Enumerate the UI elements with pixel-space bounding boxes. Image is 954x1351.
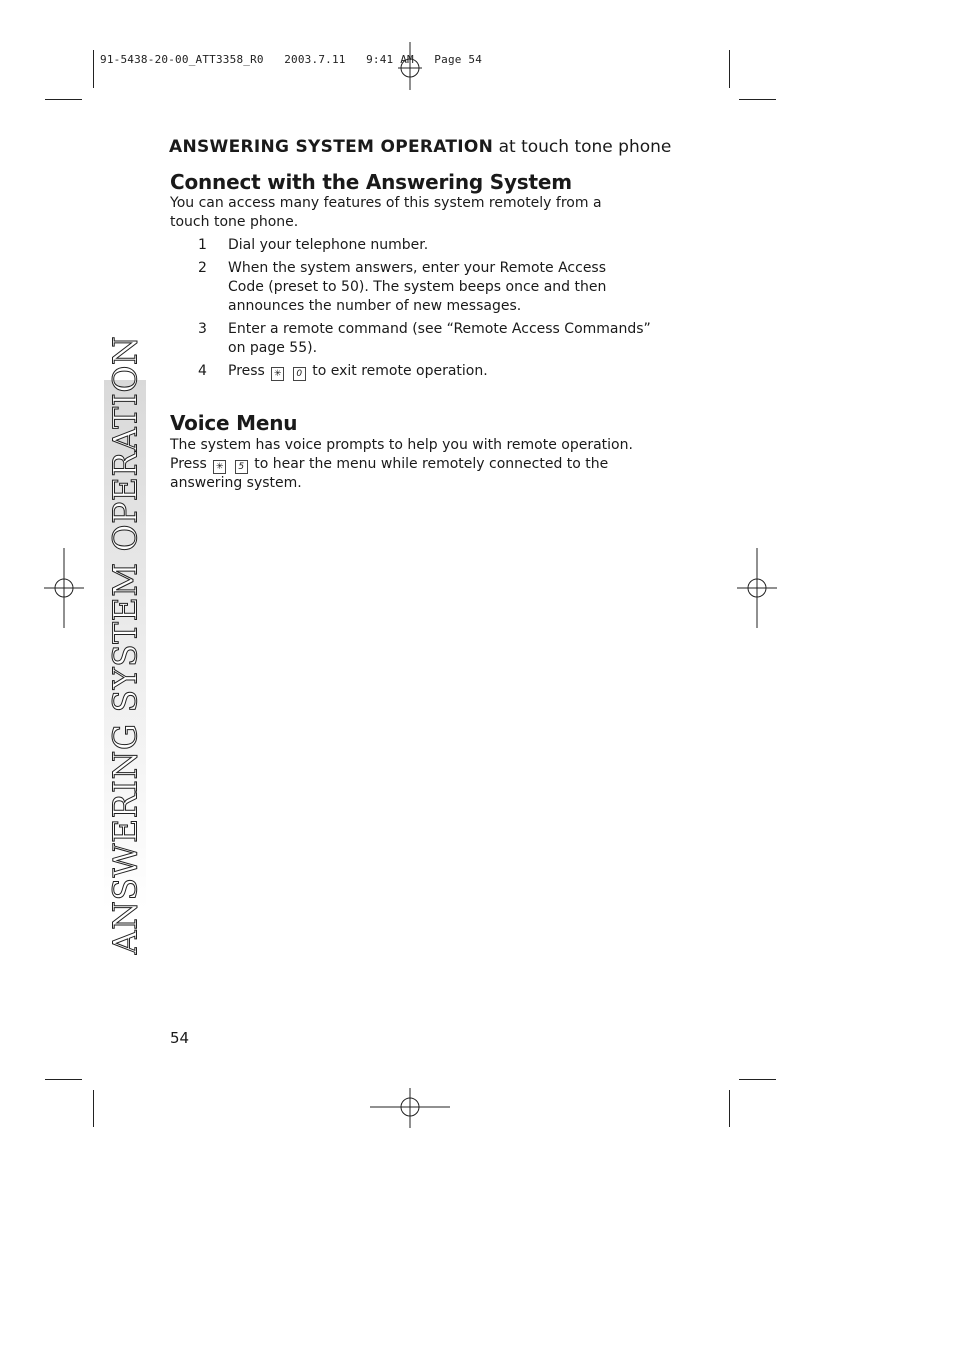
step-number: 4 xyxy=(198,363,207,379)
print-slug: 91-5438-20-00_ATT3358_R0 2003.7.11 9:41 AM Page 54 xyxy=(100,53,483,66)
sidebar-tab xyxy=(104,335,146,955)
voice-menu-line1: The system has voice prompts to help you with remote operation. xyxy=(170,437,633,453)
sidebar-tab-label: ANSWERING SYSTEM OPERATION xyxy=(105,335,145,955)
registration-mark-top xyxy=(390,42,430,90)
step-text xyxy=(228,362,658,381)
step-number: 1 xyxy=(198,237,207,253)
registration-mark-bottom xyxy=(370,1088,450,1128)
voice-menu-text xyxy=(170,436,660,493)
header-bold: ANSWERING SYSTEM OPERATION xyxy=(169,137,494,157)
step-number: 2 xyxy=(198,260,207,276)
registration-mark-right xyxy=(737,548,777,628)
step-text-pre: Press xyxy=(228,363,265,379)
page-number: 54 xyxy=(170,1029,190,1047)
star-key-icon: ✳ xyxy=(213,460,226,474)
list-item xyxy=(170,362,660,381)
step-text-post: to exit remote operation. xyxy=(312,363,488,379)
list-item xyxy=(170,320,660,358)
steps-list xyxy=(170,236,660,385)
step-text: Enter a remote command (see “Remote Access Commands” on page 55). xyxy=(228,321,651,356)
header-subtitle: at touch tone phone xyxy=(498,137,672,157)
star-key-icon: ✳ xyxy=(271,367,284,381)
step-number: 3 xyxy=(198,321,207,337)
list-item xyxy=(170,236,660,255)
section-title-connect: Connect with the Answering System xyxy=(170,170,572,194)
list-item xyxy=(170,259,660,316)
voice-menu-post: to hear the menu while remotely connected to the answering system. xyxy=(170,456,609,491)
running-header xyxy=(169,137,671,157)
step-text: When the system answers, enter your Remote Access Code (preset to 50). The system beeps once and then announces the number of new messages. xyxy=(228,260,607,314)
voice-menu-pre: Press xyxy=(170,456,207,472)
zero-key-icon: 0 xyxy=(293,367,306,381)
section-title-voice-menu: Voice Menu xyxy=(170,411,298,435)
section-intro: You can access many features of this system remotely from a touch tone phone. xyxy=(170,195,602,230)
registration-mark-left xyxy=(44,548,84,628)
step-text: Dial your telephone number. xyxy=(228,237,429,253)
five-key-icon: 5 xyxy=(235,460,248,474)
